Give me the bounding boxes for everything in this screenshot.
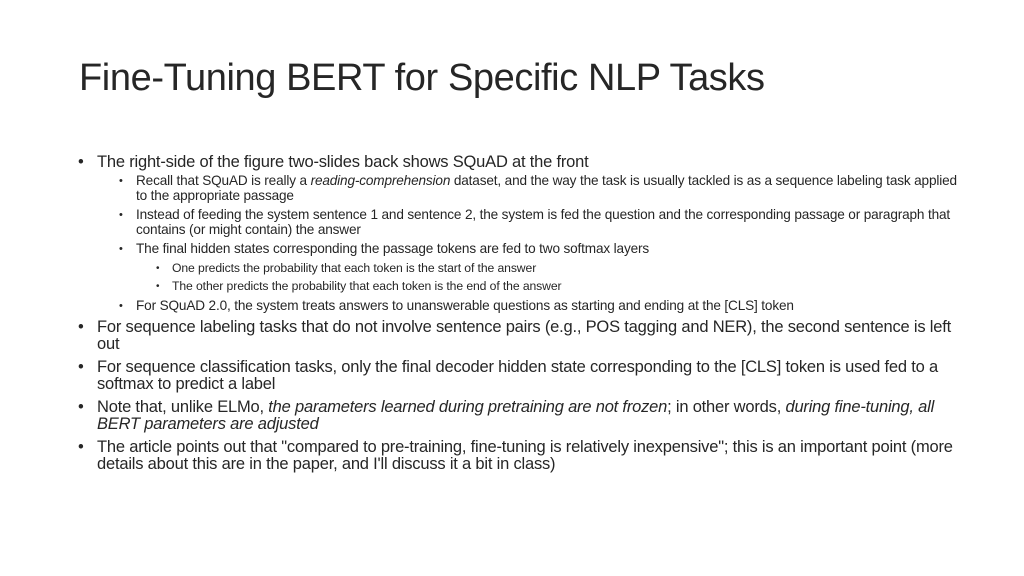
slide-title: Fine-Tuning BERT for Specific NLP Tasks (79, 57, 765, 99)
emphasis-text: reading-comprehension (310, 173, 451, 188)
emphasis-text: the parameters learned during pretraining are not frozen (268, 398, 668, 416)
bullet-item (78, 439, 958, 473)
sub-bullet-text: For SQuAD 2.0, the system treats answers to unanswerable questions as starting and ending at the [CLS] token (136, 297, 794, 313)
bullet-list (78, 154, 958, 473)
bullet-item (78, 154, 958, 313)
sub-sub-bullet-item (154, 280, 958, 294)
bullet-text: For sequence labeling tasks that do not involve sentence pairs (e.g., POS tagging and NER), the second sentence is left out (97, 318, 951, 353)
sub-bullet-item (116, 299, 958, 314)
bullet-item (78, 319, 958, 353)
bullet-text: ; in other words, (667, 398, 786, 416)
bullet-text: For sequence classification tasks, only the final decoder hidden state corresponding to the [CLS] token is used fed to a softmax to predict a label (97, 358, 938, 393)
bullet-text: • The right-side of the figure two-slides back shows SQuAD at the front (97, 153, 589, 171)
sub-sub-bullet-item (154, 262, 958, 276)
slide-body (78, 154, 958, 479)
sub-bullet-list (116, 174, 958, 313)
sub-bullet-item (116, 242, 958, 294)
sub-sub-bullet-list (154, 262, 958, 294)
sub-bullet-item (116, 174, 958, 203)
bullet-item (78, 399, 958, 433)
sub-sub-bullet-text: The other predicts the probability that each token is the end of the answer (172, 279, 562, 293)
bullet-text: Note that, unlike ELMo, (97, 398, 269, 416)
sub-bullet-item (116, 208, 958, 237)
sub-bullet-text: dataset, and the way the task is usually tackled is as a sequence labeling task applied to the appropriate passage (136, 173, 957, 203)
bullet-item (78, 359, 958, 393)
emphasis-text: during fine-tuning, all BERT parameters are adjusted (97, 398, 935, 433)
sub-bullet-text: Instead of feeding the system sentence 1 and sentence 2, the system is fed the question and the corresponding passage or paragraph that contains (or might contain) the answer (136, 207, 951, 237)
bullet-text: The article points out that "compared to pre-training, fine-tuning is relatively inexpensive"; this is an important point (more details about this are in the paper, and I'll discuss it a bit in class) (97, 438, 953, 473)
sub-sub-bullet-text: One predicts the probability that each token is the start of the answer (172, 260, 537, 275)
sub-bullet-text: Recall that SQuAD is really a (136, 173, 311, 188)
sub-bullet-text: The final hidden states corresponding the passage tokens are fed to two softmax layers (136, 241, 650, 256)
